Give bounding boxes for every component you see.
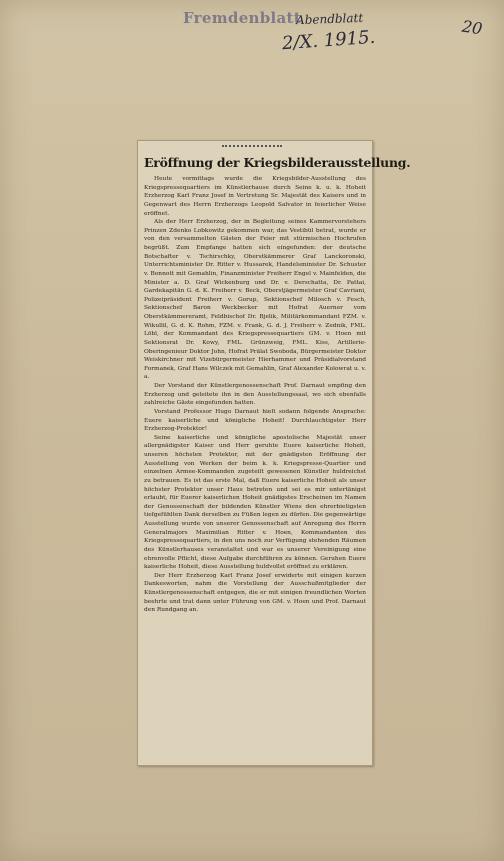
clipping-top-ornament [222, 145, 282, 149]
article-paragraph: Als der Herr Erzherzog, der in Begleitung seines Kammervorstehers Prinzen Zdenko Lobkowitz gekommen war, das Vestibül betrat, wurde er von den versammelten Gästen der Feier mit stürmischen Hochrufen begrüßt. Zum Empfange hatten sich eingefunden: der deutsche Botschafter v. Tschirschky, Oberstkämmerer Graf Lanckoronski, Unterrichtsminister Dr. Ritter v. Hussarek, Handelsminister Dr. Schuster v. Bonnott mit Gemahlin, Finanzminister Freiherr Engel v. Mainfelden, die Minister a. D. Graf Wickenburg und Dr. v. Derschatta, Dr. Pattai, Gardekapitän G. d. K. Freiherr v. Beck, Oberstjägermeister Graf Cavriani, Polizeipräsident Freiherr v. Gorup, Sektionschef Milosch v. Fesch, Sektionschef Baron Weckbecker mit Hofrat Auerner vom Oberstkämmereramt, Feldbischof Dr. Bjelik, Militärkommandant FZM. v. Wikullil, G. d. K. Rohm, FZM. v. Frank, G. d. J. Freiherr v. Zednik, FML. Löbl, der Kommandant des Kriegspressequartiers GM. v. Hoen mit Sektionsrat Dr. Kowy, FML. Grünzweig, FML. Kiss, Artillerie-Oberingenieur Doktor John, Hofrat Prälat Swoboda, Bürgermeister Doktor Weiskirchner mit Vizebürgermeister Hierhammer und Präsidialvorstand Formanek, Graf Hans Wilczek mit Gemahlin, Graf Alexander Kolowrat u. v. a. [144, 219, 366, 381]
article-paragraph: Der Herr Erzherzog Karl Franz Josef erwiderte mit einigen kurzen Dankesworten, nahm die Vorstellung der Ausschußmitglieder der Künstlergenossenschaft entgegen, die er mit einigen freundlichen Worten beehrte und trat dann unter Führung von GM. v. Hoen und Prof. Darnaut den Rundgang an. [144, 572, 366, 614]
masthead-stamp: Fremdenblatt [183, 9, 302, 27]
article-paragraph: Der Vorstand der Künstlergenossenschaft Prof. Darnaut empfing den Erzherzog und geleitete ihn in den Ausstellungssaal, wo sich ebenfalls zahlreiche Gäste eingefunden hatten. [144, 383, 366, 407]
article-headline: Eröffnung der Kriegsbilderausstellung. [144, 155, 411, 170]
newspaper-clipping [137, 140, 411, 766]
handwritten-date: 2/X. 1915. [281, 26, 376, 55]
article-paragraph: Seine kaiserliche und königliche apostolische Majestät unser allergnädigster Kaiser und Herr geruhte Euere kaiserliche Hoheit, unseren höchsten Protektor, mit der gnädigsten Eröffnung der Ausstellung von Werken der beim k. k. Kriegspresse-Quartier und einzelnen Armee-Kommanden zugeteilt gewesenen Künstler huldreichst zu betrauen. Es ist das erste Mal, daß Euere kaiserliche Hoheit als unser höchster Protektor unser Haus betreten und sei es mir untertänigst erlaubt, für Euerer kaiserlichen Hoheit gnädigstes Erscheinen im Namen der Genossenschaft der bildenden Künstler Wiens den ehrerbietigsten tiefgefühlten Dank derselben zu Füßen legen zu dürfen. Die gegenwärtige Ausstellung wurde von unserer Genossenschaft auf Anregung des Herrn Generalmajors Maximilian Ritter v. Hoen, Kommandanten des Kriegspressequartiers, in den uns noch zur Verfügung stehenden Räumen des Künstlerhauses veranstaltet und war es unserer Vereinigung eine ehrenvolle Pflicht, diese Aufgabe durchführen zu können. Geruhen Euere kaiserliche Hoheit, diese Ausstellung huldvollst eröffnet zu erklären. [144, 434, 366, 571]
article-paragraph: Vorstand Professor Hugo Darnaut hielt sodann folgende Ansprache: Euere kaiserliche und königliche Hoheit! Durchlauchtigster Herr Erzherzog-Protektor! [144, 408, 366, 433]
article-paragraph: Heute vormittags wurde die Kriegsbilder-Ausstellung des Kriegspressequartiers im Künstlerhause durch Seine k. u. k. Hoheit Erzherzog Karl Franz Josef in Vertretung Sr. Majestät des Kaisers und in Gegenwart des Herrn Erzherzogs Leopold Salvator in feierlicher Weise eröffnet. [144, 176, 366, 217]
handwritten-edition: Abendblatt [295, 10, 364, 28]
handwritten-page-number: 20 [460, 16, 484, 39]
article-body [144, 175, 366, 615]
